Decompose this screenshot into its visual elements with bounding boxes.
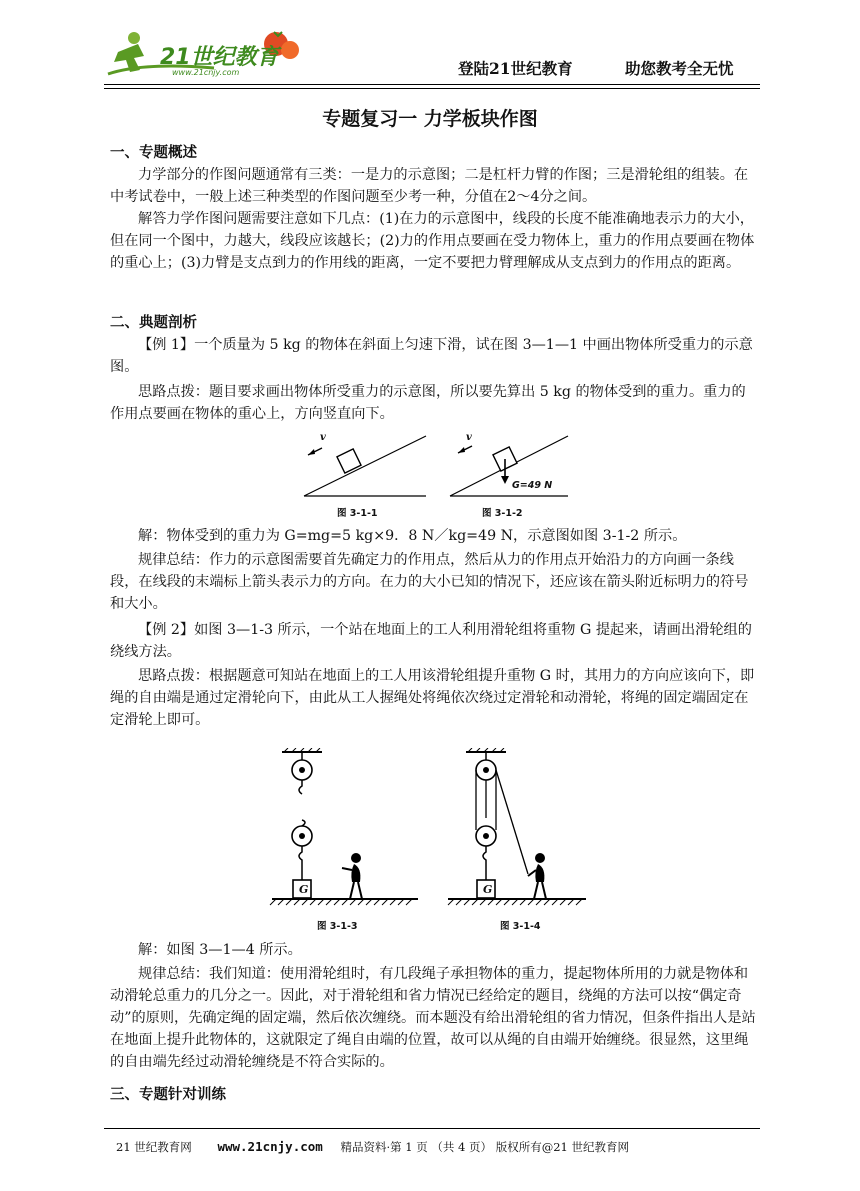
figure-caption: 图 3-1-1: [337, 508, 378, 519]
header-slogan-left: 登陆21世纪教育: [458, 59, 573, 78]
header-slogan-right: 助您教考全无忧: [625, 59, 734, 78]
block-label: G: [483, 883, 493, 896]
paragraph: 解答力学作图问题需要注意如下几点：(1)在力的示意图中，线段的长度不能准确地表示力的大小，但在同一个图中，力越大，线段应该越长；(2)力的作用点要画在受力物体上，重力的作用点要画在物体的重心上；(3)力臂是支点到力的作用线的距离，一定不要把力臂理解成从支点到力的作用点的距离。: [110, 211, 755, 271]
header-divider: [104, 84, 760, 85]
figure-caption: 图 3-1-3: [317, 921, 358, 932]
page-footer: [116, 1139, 629, 1155]
example-question: 【例 2】如图 3—1-3 所示，一个站在地面上的工人利用滑轮组将重物 G 提起来，请画出滑轮组的绕线方法。: [110, 622, 752, 660]
footer-page-info: 精品资料·第 1 页 （共 4 页） 版权所有@21 世纪教育网: [340, 1140, 629, 1154]
page-title: 专题复习一 力学板块作图: [322, 108, 538, 130]
page-header: [0, 0, 860, 90]
velocity-label: v: [320, 432, 326, 443]
section-heading: 二、典题剖析: [110, 314, 197, 331]
footer-divider: [104, 1128, 760, 1129]
section-heading: 三、专题针对训练: [110, 1086, 226, 1103]
solution: 解：如图 3—1—4 所示。: [138, 942, 302, 958]
paragraph: 思路点拨：根据题意可知站在地面上的工人用该滑轮组提升重物 G 时，其用力的方向应该向下，即绳的自由端是通过定滑轮向下，由此从工人握绳处将绳依次绕过定滑轮和动滑轮，将绳的固定端固定在定滑轮上即可。: [110, 668, 755, 728]
paragraph: 力学部分的作图问题通常有三类：一是力的示意图；二是杠杆力臂的作图；三是滑轮组的组装。在中考试卷中，一般上述三种类型的作图问题至少考一种，分值在2～4分之间。: [110, 167, 749, 205]
figure-caption: 图 3-1-2: [482, 508, 523, 519]
logo-url: www.21cnjy.com: [172, 68, 240, 77]
figure-pulley: [268, 748, 588, 922]
footer-site: 21 世纪教育网: [116, 1140, 192, 1154]
force-label: G=49 N: [512, 480, 553, 491]
footer-url[interactable]: www.21cnjy.com: [217, 1139, 323, 1154]
example-question: 【例 1】一个质量为 5 kg 的物体在斜面上匀速下滑，试在图 3—1—1 中画出物体所受重力的示意图。: [110, 337, 753, 375]
header-divider-thin: [104, 88, 760, 89]
logo-text: 21世纪教育: [160, 45, 279, 70]
paragraph: 思路点拨：题目要求画出物体所受重力的示意图，所以要先算出 5 kg 的物体受到的重力。重力的作用点要画在物体的重心上，方向竖直向下。: [110, 384, 746, 422]
velocity-label: v: [466, 432, 472, 443]
figure-caption: 图 3-1-4: [500, 921, 541, 932]
paragraph: 规律总结：作力的示意图需要首先确定力的作用点，然后从力的作用点开始沿力的方向画一条线段，在线段的末端标上箭头表示力的方向。在力的大小已知的情况下，还应该在箭头附近标明力的符号和大小。: [110, 552, 749, 612]
block-label: G: [299, 883, 309, 896]
section-heading: 一、专题概述: [110, 144, 197, 161]
solution: 解：物体受到的重力为 G=mg=5 kg×9．8 N／kg=49 N，示意图如图 3-1-2 所示。: [138, 528, 687, 544]
paragraph: 规律总结：我们知道：使用滑轮组时，有几段绳子承担物体的重力，提起物体所用的力就是物体和动滑轮总重力的几分之一。因此，对于滑轮组和省力情况已经给定的题目，绕绳的方法可以按“偶定奇动”的原则，先确定绳的固定端，然后依次缠绕。而本题没有给出滑轮组的省力情况，但条件指出人是站在地面上提升此物体的，这就限定了绳自由端的位置，故可以从绳的自由端开始缠绕。很显然，这里绳的自由端先经过动滑轮缠绕是不符合实际的。: [110, 966, 756, 1070]
